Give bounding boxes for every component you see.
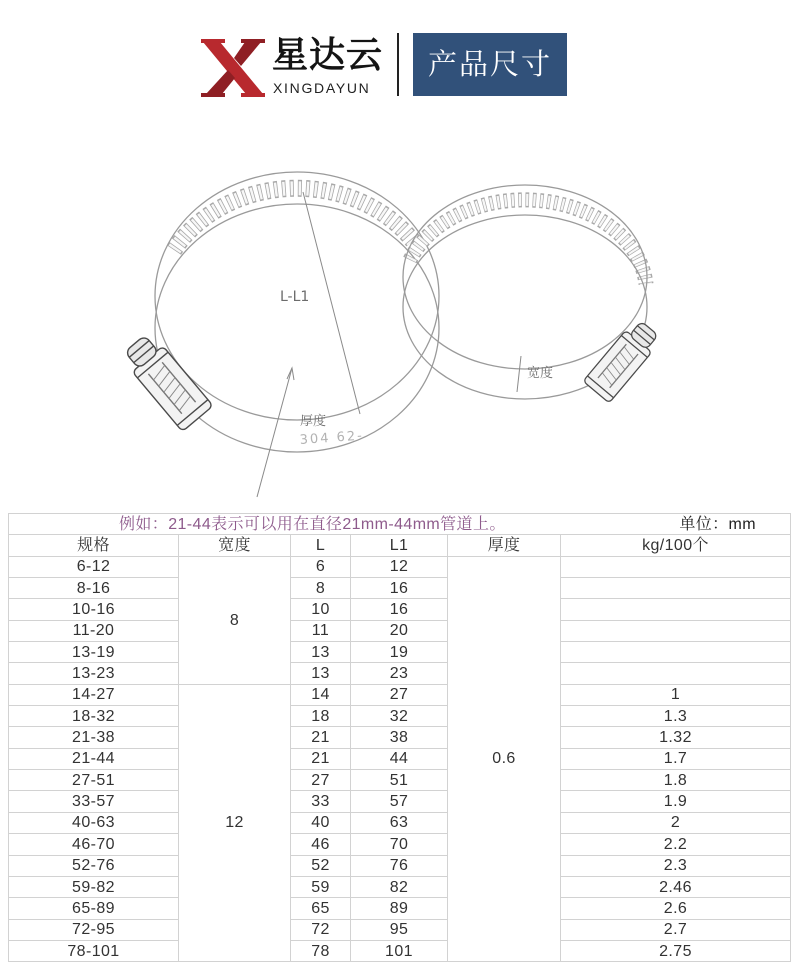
l1-cell: 38	[351, 727, 448, 748]
spec-cell: 78-101	[9, 940, 179, 961]
width-cell: 8	[179, 556, 291, 684]
brand-name-cn: 星达云	[272, 35, 384, 76]
small-clamp-top-rim	[403, 185, 647, 369]
spec-cell: 11-20	[9, 620, 179, 641]
table-row	[9, 940, 791, 961]
l-cell: 13	[291, 663, 351, 684]
header-width: 宽度	[179, 535, 291, 556]
spec-cell: 13-19	[9, 642, 179, 663]
table-row	[9, 578, 791, 599]
table-row	[9, 727, 791, 748]
table-row	[9, 876, 791, 897]
table-header-row	[9, 535, 791, 556]
l-cell: 59	[291, 876, 351, 897]
l1-cell: 19	[351, 642, 448, 663]
brand-name-en: XINGDAYUN	[273, 80, 371, 96]
weight-cell	[561, 599, 791, 620]
table-row	[9, 919, 791, 940]
l1-cell: 95	[351, 919, 448, 940]
weight-cell	[561, 578, 791, 599]
dimension-annotations	[257, 192, 521, 497]
l1-cell: 23	[351, 663, 448, 684]
l1-cell: 63	[351, 812, 448, 833]
l-cell: 14	[291, 684, 351, 705]
spec-cell: 40-63	[9, 812, 179, 833]
weight-cell	[561, 620, 791, 641]
width-pointer-line	[517, 356, 521, 392]
l-cell: 13	[291, 642, 351, 663]
table-row	[9, 855, 791, 876]
spec-cell: 59-82	[9, 876, 179, 897]
table-row	[9, 812, 791, 833]
l-cell: 21	[291, 727, 351, 748]
l1-cell: 12	[351, 556, 448, 577]
l-cell: 11	[291, 620, 351, 641]
spec-cell: 46-70	[9, 834, 179, 855]
weight-cell: 2	[561, 812, 791, 833]
thickness-pointer-line	[257, 368, 292, 497]
weight-cell: 2.75	[561, 940, 791, 961]
l1-cell: 27	[351, 684, 448, 705]
l-cell: 6	[291, 556, 351, 577]
width-label: 宽度	[527, 366, 554, 381]
l1-cell: 16	[351, 599, 448, 620]
section-tag: 产品尺寸	[413, 33, 567, 96]
l1-cell: 76	[351, 855, 448, 876]
table-row	[9, 706, 791, 727]
small-clamp-screw-housing	[583, 317, 663, 403]
l-cell: 33	[291, 791, 351, 812]
table-row	[9, 663, 791, 684]
header-l1: L1	[351, 535, 448, 556]
table-note: 例如：21-44表示可以用在直径21mm-44mm管道上。	[9, 514, 561, 535]
l-cell: 27	[291, 770, 351, 791]
width-cell: 12	[179, 684, 291, 961]
l-cell: 8	[291, 578, 351, 599]
l-cell: 21	[291, 748, 351, 769]
header-spec: 规格	[9, 535, 179, 556]
thickness-label: 厚度	[300, 414, 327, 429]
band-stamp-text: 304 62-	[299, 428, 365, 448]
weight-cell: 2.6	[561, 898, 791, 919]
weight-cell: 1	[561, 684, 791, 705]
l1-cell: 82	[351, 876, 448, 897]
large-clamp-screw-housing	[119, 331, 213, 432]
spec-cell: 14-27	[9, 684, 179, 705]
weight-cell: 1.7	[561, 748, 791, 769]
l1-cell: 20	[351, 620, 448, 641]
spec-cell: 52-76	[9, 855, 179, 876]
weight-cell	[561, 642, 791, 663]
table-row	[9, 834, 791, 855]
weight-cell: 1.3	[561, 706, 791, 727]
weight-cell: 2.2	[561, 834, 791, 855]
spec-cell: 8-16	[9, 578, 179, 599]
length-label: L-L1	[280, 289, 310, 305]
header-thickness: 厚度	[448, 535, 561, 556]
header-weight: kg/100个	[561, 535, 791, 556]
spec-cell: 6-12	[9, 556, 179, 577]
table-row	[9, 791, 791, 812]
spec-cell: 65-89	[9, 898, 179, 919]
table-row	[9, 620, 791, 641]
l1-cell: 44	[351, 748, 448, 769]
spec-cell: 21-38	[9, 727, 179, 748]
table-row	[9, 770, 791, 791]
spec-cell: 13-23	[9, 663, 179, 684]
spec-cell: 10-16	[9, 599, 179, 620]
l-cell: 52	[291, 855, 351, 876]
length-dimension-line	[303, 192, 360, 414]
table-row	[9, 748, 791, 769]
thickness-cell: 0.6	[448, 556, 561, 962]
table-note-row	[9, 514, 791, 535]
table-row	[9, 898, 791, 919]
weight-cell: 1.32	[561, 727, 791, 748]
l1-cell: 32	[351, 706, 448, 727]
weight-cell: 2.7	[561, 919, 791, 940]
table-unit: 单位：mm	[561, 514, 791, 535]
l1-cell: 51	[351, 770, 448, 791]
l-cell: 78	[291, 940, 351, 961]
header-l: L	[291, 535, 351, 556]
l1-cell: 101	[351, 940, 448, 961]
l-cell: 40	[291, 812, 351, 833]
spec-cell: 72-95	[9, 919, 179, 940]
weight-cell: 2.46	[561, 876, 791, 897]
l-cell: 46	[291, 834, 351, 855]
weight-cell: 1.8	[561, 770, 791, 791]
l1-cell: 89	[351, 898, 448, 919]
l-cell: 65	[291, 898, 351, 919]
table-row	[9, 556, 791, 577]
spec-cell: 33-57	[9, 791, 179, 812]
spec-table	[8, 513, 791, 962]
spec-table-body	[9, 556, 791, 962]
weight-cell	[561, 556, 791, 577]
table-row	[9, 642, 791, 663]
l-cell: 18	[291, 706, 351, 727]
weight-cell: 1.9	[561, 791, 791, 812]
table-row	[9, 684, 791, 705]
spec-cell: 18-32	[9, 706, 179, 727]
weight-cell: 2.3	[561, 855, 791, 876]
l1-cell: 57	[351, 791, 448, 812]
l-cell: 72	[291, 919, 351, 940]
l1-cell: 70	[351, 834, 448, 855]
spec-cell: 21-44	[9, 748, 179, 769]
spec-cell: 27-51	[9, 770, 179, 791]
table-row	[9, 599, 791, 620]
weight-cell	[561, 663, 791, 684]
l-cell: 10	[291, 599, 351, 620]
l1-cell: 16	[351, 578, 448, 599]
